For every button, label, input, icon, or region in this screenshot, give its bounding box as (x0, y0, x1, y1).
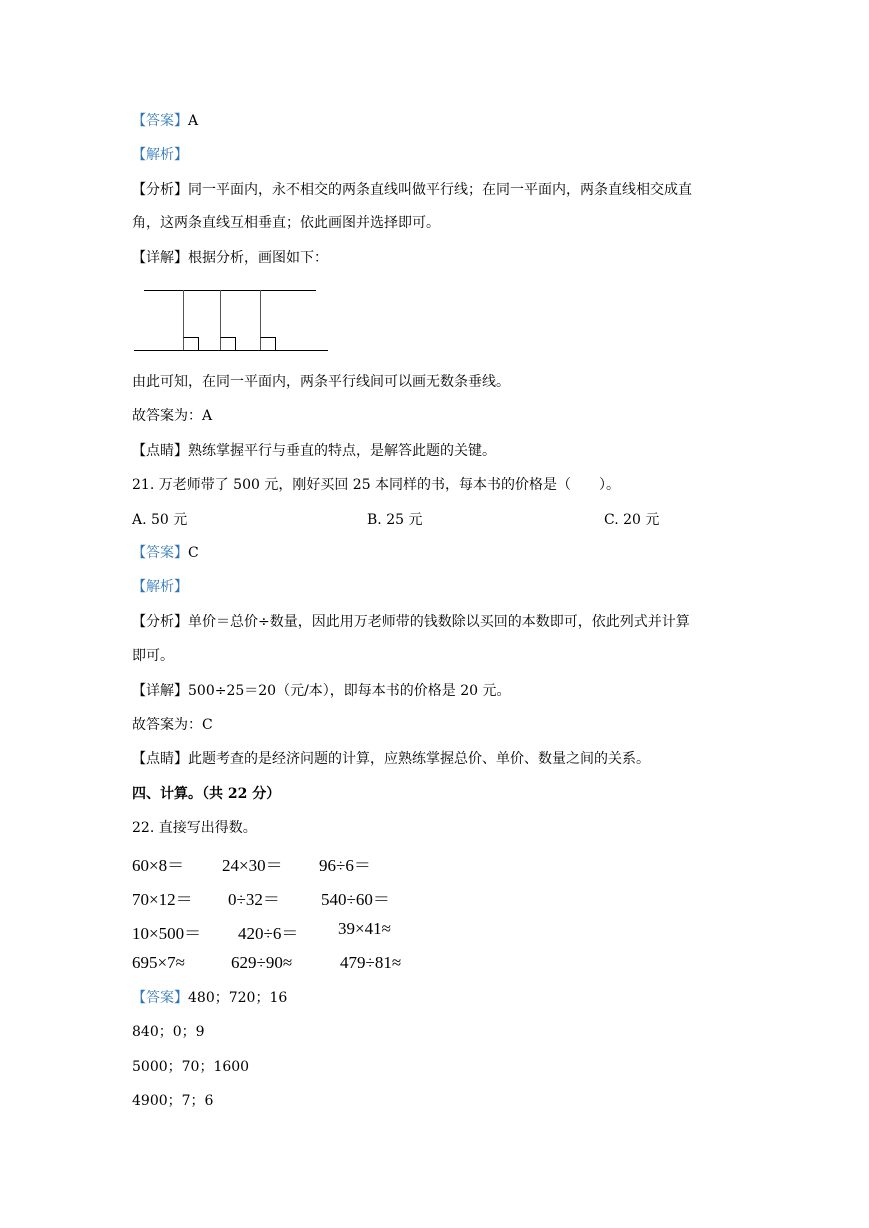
fenxi-text: 同一平面内，永不相交的两条直线叫做平行线；在同一平面内，两条直线相交成直 (188, 182, 692, 198)
q21-answer-line (132, 543, 199, 563)
answer-value: A (188, 113, 199, 129)
q20-xiangjie-line (132, 248, 328, 268)
right-angle-mark-1 (184, 338, 199, 351)
q20-final: 故答案为：A (132, 408, 213, 424)
q21-dianjing-line (132, 749, 650, 769)
calc-4-1: 695×7≈ (132, 953, 185, 972)
answer-row-3: 5000；70；1600 (132, 1059, 250, 1075)
calc-3-1: 10×500＝ (132, 924, 202, 943)
q22-answer-line (132, 988, 287, 1008)
q21-option-a: A. 50 元 (132, 512, 188, 528)
answer-row-2: 840；0；9 (132, 1024, 205, 1040)
dianjing-text: 此题考查的是经济问题的计算，应熟练掌握总价、单价、数量之间的关系。 (188, 751, 650, 767)
fenxi-tag: 【分析】 (132, 182, 188, 198)
xiangjie-tag: 【详解】 (132, 683, 188, 699)
calc-3-3: 39×41≈ (338, 919, 391, 938)
calc-4-2: 629÷90≈ (231, 953, 293, 972)
calc-1-1: 60×8＝ (132, 856, 185, 875)
calc-4-3: 479÷81≈ (340, 953, 402, 972)
q20-dianjing-line (132, 441, 496, 461)
answer-tag: 【答案】 (132, 545, 188, 561)
calc-2-1: 70×12＝ (132, 890, 193, 909)
calc-3-2: 420÷6＝ (238, 924, 299, 943)
q21-analysis-tag: 【解析】 (132, 579, 188, 595)
dianjing-text: 熟练掌握平行与垂直的特点，是解答此题的关键。 (188, 443, 496, 459)
calc-2-2: 0÷32＝ (228, 890, 280, 909)
answer-value: C (188, 545, 199, 561)
xiangjie-text: 500÷25＝20（元/本），即每本书的价格是 20 元。 (188, 683, 511, 699)
calc-1-2: 24×30＝ (222, 856, 283, 875)
dianjing-tag: 【点睛】 (132, 443, 188, 459)
fenxi-tag: 【分析】 (132, 614, 188, 630)
dianjing-tag: 【点睛】 (132, 751, 188, 767)
q20-fenxi-line1 (132, 180, 692, 200)
calc-2-3: 540÷60＝ (321, 890, 390, 909)
right-angle-mark-2 (221, 338, 236, 351)
answer-row-1: 480；720；16 (188, 990, 288, 1006)
q21-option-c: C. 20 元 (604, 512, 660, 528)
answer-tag: 【答案】 (132, 113, 188, 129)
calc-1-3: 96÷6＝ (319, 856, 371, 875)
xiangjie-text: 根据分析，画图如下： (188, 250, 328, 266)
q21-fenxi-line1 (132, 612, 690, 632)
q20-analysis-tag: 【解析】 (132, 147, 188, 163)
q21-xiangjie-line (132, 681, 511, 701)
answer-tag: 【答案】 (132, 990, 188, 1006)
q21-question: 21. 万老师带了 500 元，刚好买回 25 本同样的书，每本书的价格是（ ）。 (132, 477, 621, 493)
q21-fenxi-line2: 即可。 (132, 648, 174, 664)
answer-row-4: 4900；7；6 (132, 1093, 214, 1109)
q20-fenxi-line2: 角，这两条直线互相垂直；依此画图并选择即可。 (132, 215, 440, 231)
q20-answer-line (132, 111, 198, 131)
parallel-lines-figure (130, 285, 335, 357)
right-angle-mark-3 (261, 338, 276, 351)
q21-final: 故答案为：C (132, 717, 213, 733)
q20-conclusion: 由此可知，在同一平面内，两条平行线间可以画无数条垂线。 (132, 374, 510, 390)
fenxi-text: 单价＝总价÷数量，因此用万老师带的钱数除以买回的本数即可，依此列式并计算 (188, 614, 690, 630)
section-title: 四、计算。（共 22 分） (132, 786, 281, 802)
q21-option-b: B. 25 元 (367, 512, 423, 528)
q22-question: 22. 直接写出得数。 (132, 820, 257, 836)
xiangjie-tag: 【详解】 (132, 250, 188, 266)
